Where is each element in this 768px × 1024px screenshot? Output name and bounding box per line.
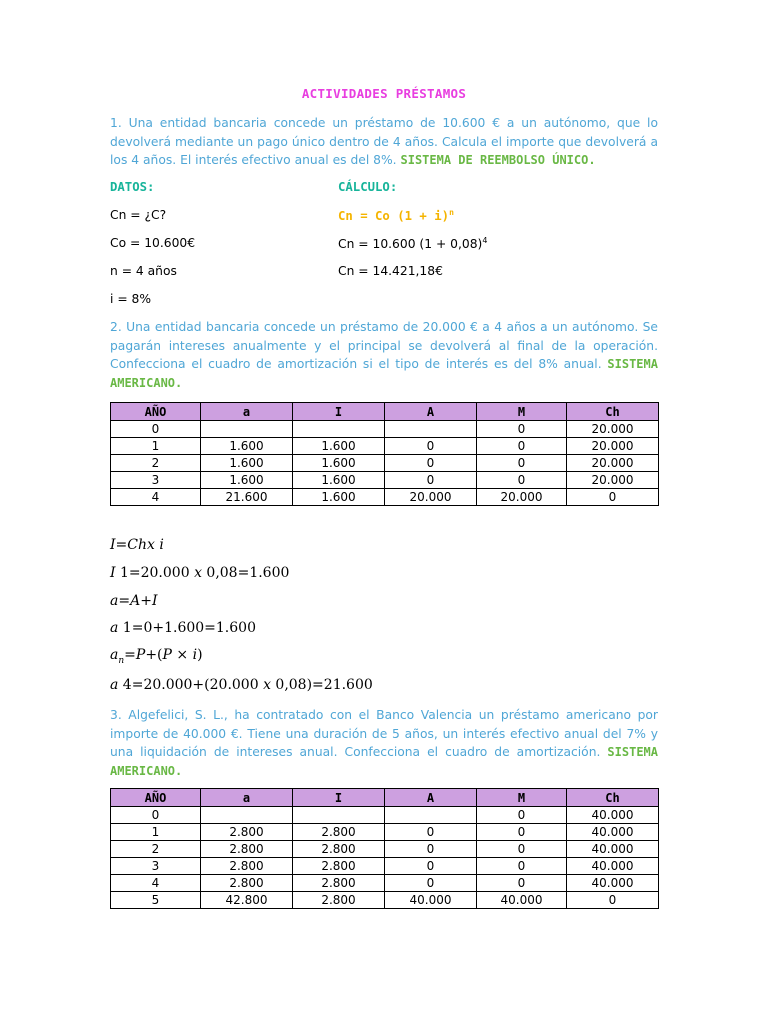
table-cell: 1 — [111, 824, 201, 841]
equation-4: a 1=0+1.600=1.600 — [110, 620, 256, 636]
table-row — [111, 489, 659, 506]
column-header: A — [385, 403, 477, 421]
table-cell: 40.000 — [567, 807, 659, 824]
table-cell: 2.800 — [201, 841, 293, 858]
table-cell: 0 — [477, 841, 567, 858]
table-header-row — [111, 789, 659, 807]
table-cell: 2.800 — [201, 858, 293, 875]
table-row — [111, 892, 659, 909]
table-cell: 2.800 — [293, 892, 385, 909]
table-cell: 0 — [567, 489, 659, 506]
table-cell: 1.600 — [201, 472, 293, 489]
column-header: I — [293, 403, 385, 421]
page-title: ACTIVIDADES PRÉSTAMOS — [301, 86, 467, 101]
table-cell: 2.800 — [293, 841, 385, 858]
table-row — [111, 824, 659, 841]
table-cell: 40.000 — [567, 858, 659, 875]
dato-n: n = 4 años — [110, 264, 177, 278]
table-cell — [201, 421, 293, 438]
table-cell: 20.000 — [567, 421, 659, 438]
table-cell: 4 — [111, 489, 201, 506]
table-cell: 40.000 — [567, 824, 659, 841]
exercise-3-text: 3. Algefelici, S. L., ha contratado con el Banco Valencia un préstamo americano por importe de 40.000 €. Tiene una duración de 5 años, un interés efectivo anual del 7% y una liquidación de intereses anual. Confecciona el cuadro de amortización. — [110, 708, 658, 760]
amortization-table-3 — [110, 788, 659, 909]
table-header-row — [111, 403, 659, 421]
table-cell — [385, 807, 477, 824]
table-cell — [385, 421, 477, 438]
column-header: AÑO — [111, 403, 201, 421]
table-cell: 0 — [477, 807, 567, 824]
table-cell: 0 — [111, 421, 201, 438]
table-cell: 1.600 — [293, 472, 385, 489]
table-cell — [293, 807, 385, 824]
table-cell: 1.600 — [293, 489, 385, 506]
amortization-table-2 — [110, 402, 659, 506]
equation-1: I=Chx i — [110, 537, 164, 553]
table-cell: 2.800 — [293, 875, 385, 892]
dato-cn: Cn = ¿C? — [110, 208, 167, 222]
table-row — [111, 875, 659, 892]
table-cell: 20.000 — [385, 489, 477, 506]
column-header: M — [477, 789, 567, 807]
table-cell: 5 — [111, 892, 201, 909]
table-cell: 20.000 — [567, 472, 659, 489]
table-cell: 0 — [477, 824, 567, 841]
table-cell: 0 — [567, 892, 659, 909]
table-cell: 4 — [111, 875, 201, 892]
table-cell: 2 — [111, 455, 201, 472]
table-cell: 0 — [385, 824, 477, 841]
table-row — [111, 841, 659, 858]
table-cell: 2.800 — [201, 875, 293, 892]
column-header: a — [201, 403, 293, 421]
column-header: Ch — [567, 789, 659, 807]
table-row — [111, 472, 659, 489]
equation-2: I 1=20.000 x 0,08=1.600 — [110, 565, 290, 581]
table-cell: 20.000 — [567, 455, 659, 472]
table-cell: 0 — [385, 455, 477, 472]
table-cell: 0 — [385, 875, 477, 892]
table-cell: 20.000 — [477, 489, 567, 506]
table-cell: 40.000 — [385, 892, 477, 909]
table-cell: 2 — [111, 841, 201, 858]
exercise-2-statement — [110, 318, 658, 392]
table-cell: 1.600 — [201, 438, 293, 455]
table-cell: 2.800 — [293, 824, 385, 841]
exercise-1-statement — [110, 114, 658, 170]
exercise-1-system: SISTEMA DE REEMBOLSO ÚNICO. — [400, 153, 596, 168]
table-cell: 1.600 — [201, 455, 293, 472]
dato-i: i = 8% — [110, 292, 152, 306]
exercise-2-system: SISTEMA AMERICANO. — [110, 357, 658, 390]
column-header: I — [293, 789, 385, 807]
exercise-2-text: 2. Una entidad bancaria concede un préstamo de 20.000 € a 4 años a un autónomo. Se pagarán intereses anualmente y el principal se devolverá al final de la operación. Confecciona el cuadro de amortización si el tipo de interés es del 8% anual. — [110, 320, 658, 372]
table-cell: 42.800 — [201, 892, 293, 909]
table-cell: 40.000 — [567, 841, 659, 858]
table-cell — [201, 807, 293, 824]
exercise-3-system: SISTEMA AMERICANO. — [110, 745, 658, 778]
table-cell: 0 — [477, 472, 567, 489]
table-cell: 3 — [111, 858, 201, 875]
table-cell: 1.600 — [293, 438, 385, 455]
column-header: Ch — [567, 403, 659, 421]
table-row — [111, 807, 659, 824]
table-cell: 40.000 — [567, 875, 659, 892]
table-cell: 0 — [477, 455, 567, 472]
table-row — [111, 858, 659, 875]
table-cell: 21.600 — [201, 489, 293, 506]
table-row — [111, 421, 659, 438]
calc-result: Cn = 14.421,18€ — [338, 264, 443, 278]
column-header: A — [385, 789, 477, 807]
table-cell — [293, 421, 385, 438]
calculo-label: CÁLCULO: — [338, 180, 398, 194]
calc-step: Cn = 10.600 $(1 + 0,08)^4$ — [338, 236, 488, 251]
table-cell: 0 — [477, 421, 567, 438]
table-cell: 20.000 — [567, 438, 659, 455]
exercise-3-statement — [110, 706, 658, 780]
exercise-1-text: 1. Una entidad bancaria concede un préstamo de 10.600 € a un autónomo, que lo devolverá mediante un pago único dentro de 4 años. Calcula el importe que devolverá a los 4 años. El interés efectivo anual es del 8%. — [110, 116, 658, 168]
table-cell: 40.000 — [477, 892, 567, 909]
table-cell: 0 — [385, 841, 477, 858]
equation-6: a 4=20.000+(20.000 x 0,08)=21.600 — [110, 677, 373, 693]
table-row — [111, 438, 659, 455]
column-header: M — [477, 403, 567, 421]
table-cell: 0 — [385, 438, 477, 455]
table-cell: 0 — [477, 875, 567, 892]
equation-5: $a_n=P+(P \times i)$ — [110, 647, 203, 666]
equation-3: a=A+I — [110, 593, 158, 609]
table-cell: 1 — [111, 438, 201, 455]
table-row — [111, 455, 659, 472]
table-cell: 3 — [111, 472, 201, 489]
main-formula: Cn = Co $(1 + i)^n$ — [338, 208, 454, 223]
column-header: a — [201, 789, 293, 807]
datos-label: DATOS: — [110, 180, 155, 194]
table-cell: 0 — [385, 858, 477, 875]
table-cell: 2.800 — [201, 824, 293, 841]
dato-co: Co = 10.600€ — [110, 236, 196, 250]
table-cell: 0 — [385, 472, 477, 489]
table-cell: 0 — [111, 807, 201, 824]
table-cell: 2.800 — [293, 858, 385, 875]
table-cell: 1.600 — [293, 455, 385, 472]
column-header: AÑO — [111, 789, 201, 807]
table-cell: 0 — [477, 858, 567, 875]
table-cell: 0 — [477, 438, 567, 455]
